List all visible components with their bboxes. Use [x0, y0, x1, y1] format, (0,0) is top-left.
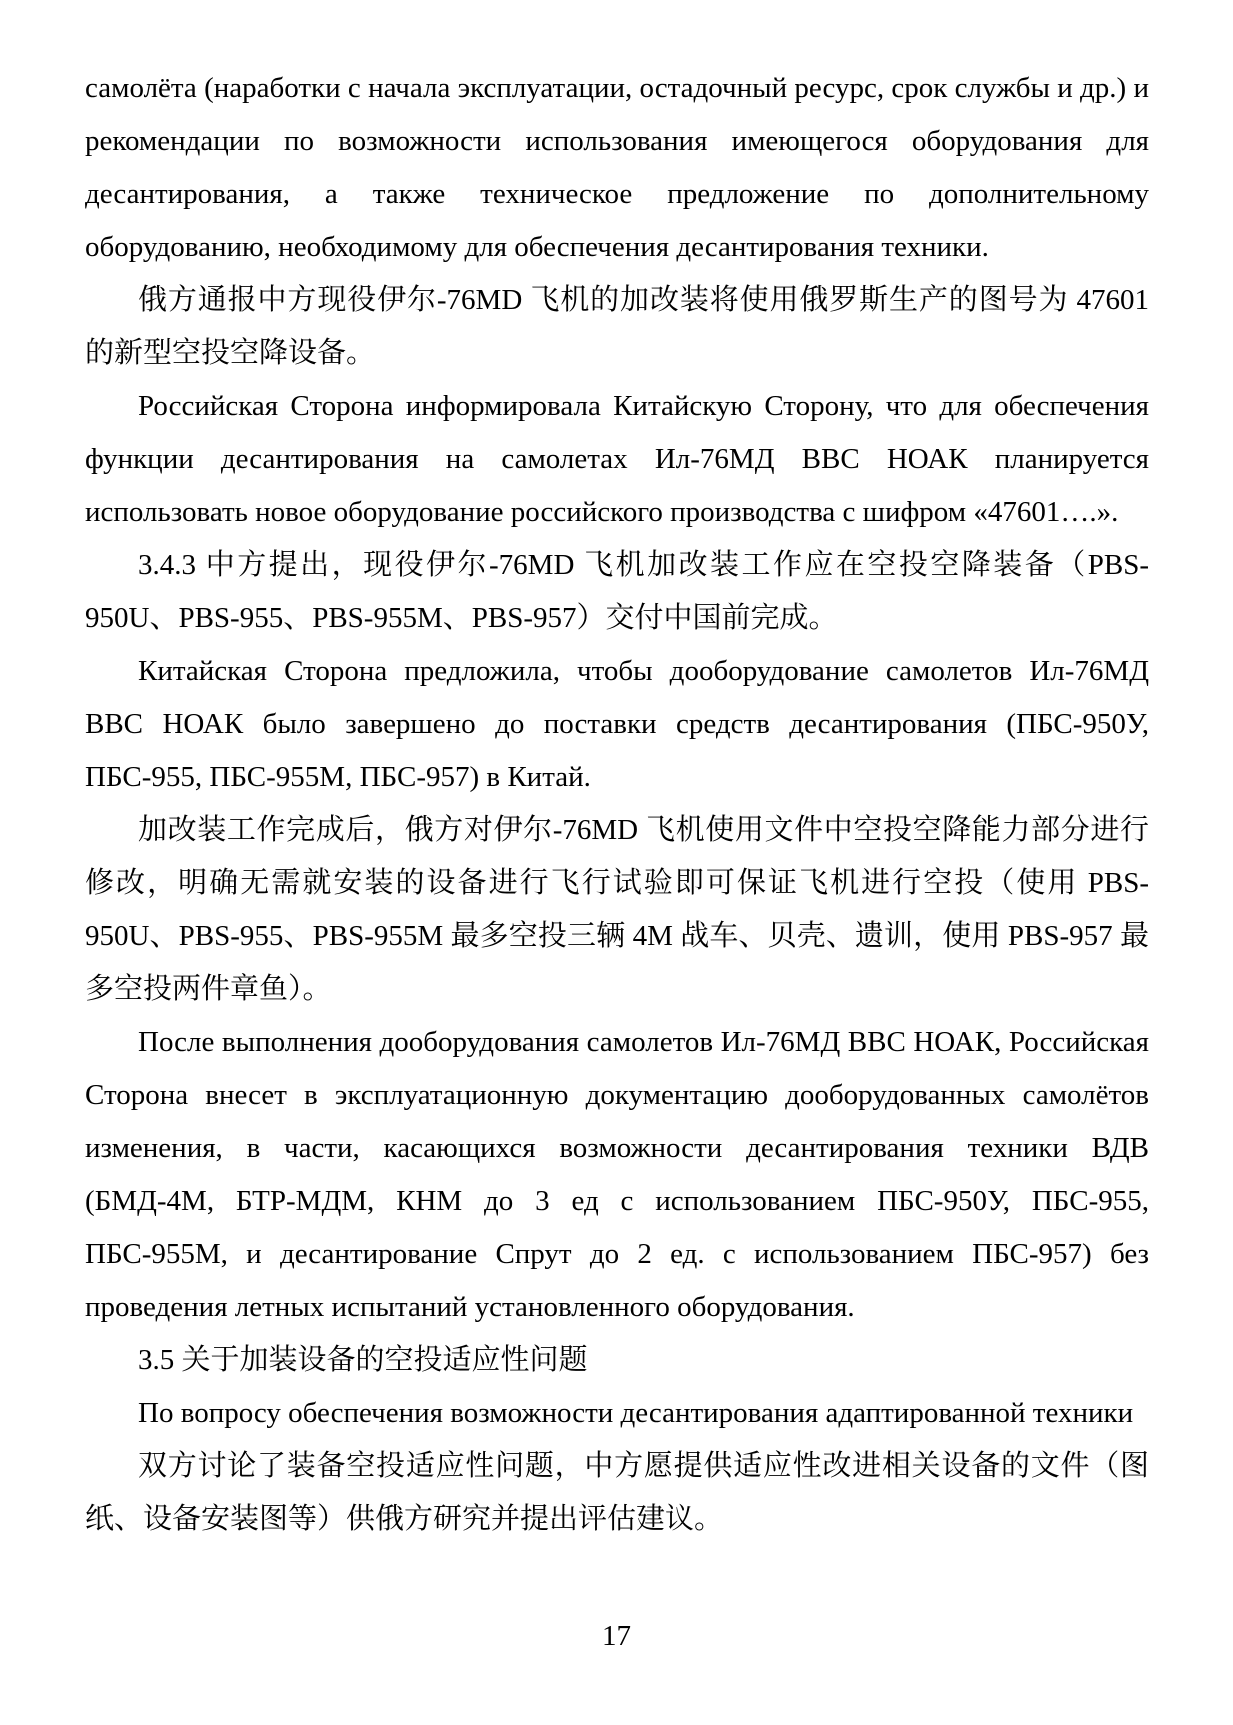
paragraph-zh-notification-47601: 俄方通报中方现役伊尔-76MD 飞机的加改装将使用俄罗斯生产的图号为 47601 的新型空投空降设备。: [85, 284, 1149, 369]
paragraph-continuation-aircraft-resources: самолёта (наработки с начала эксплуатации, остадочный ресурс, срок службы и др.) и рекомендации по возможности использования имеющегося оборудования для десантирования, а также техническое предложение по дополнительному оборудованию, необходимому для обеспечения десантирования техники.: [85, 72, 1149, 263]
paragraph-zh-modification-complete: 加改装工作完成后，俄方对伊尔-76MD 飞机使用文件中空投空降能力部分进行修改，明确无需就安装的设备进行飞行试验即可保证飞机进行空投（使用 PBS-950U、PBS-955、PBS-955M 最多空投三辆 4M 战车、贝壳、遗训，使用 PBS-957 最多空投两件章鱼）。: [85, 814, 1149, 1005]
paragraph-ru-chinese-side-proposal: Китайская Сторона предложила, чтобы дооборудование самолетов Ил-76МД ВВС НОАК было завершено до поставки средств десантирования (ПБС-950У, ПБС-955, ПБС-955М, ПБС-957) в Китай.: [85, 655, 1149, 793]
paragraph-ru-adapted-equipment: По вопросу обеспечения возможности десантирования адаптированной техники: [138, 1397, 1134, 1429]
text-block: [85, 62, 1149, 1546]
paragraph-zh-airdrop-adaptability: 双方讨论了装备空投适应性问题，中方愿提供适应性改进相关设备的文件（图纸、设备安装图等）供俄方研究并提出评估建议。: [85, 1450, 1149, 1535]
paragraph-ru-documentation-changes: После выполнения дооборудования самолетов Ил-76МД ВВС НОАК, Российская Сторона внесет в эксплуатационную документацию дооборудованных самолётов изменения, в части, касающихся возможности десантирования техники ВДВ (БМД-4М, БТР-МДМ, КНМ до 3 ед с использованием ПБС-950У, ПБС-955, ПБС-955М, и десантирование Спрут до 2 ед. с использованием ПБС-957) без проведения летных испытаний установленного оборудования.: [85, 1026, 1149, 1323]
paragraph-zh-section-3-4-3: 3.4.3 中方提出，现役伊尔-76MD 飞机加改装工作应在空投空降装备（PBS-950U、PBS-955、PBS-955M、PBS-957）交付中国前完成。: [85, 549, 1149, 634]
paragraph-ru-notification-47601: Российская Сторона информировала Китайскую Сторону, что для обеспечения функции десантирования на самолетах Ил-76МД ВВС НОАК планируется использовать новое оборудование российского производства с шифром «47601….».: [85, 390, 1149, 528]
page-number: 17: [602, 1620, 631, 1652]
section-heading-3-5: 3.5 关于加装设备的空投适应性问题: [138, 1344, 588, 1376]
